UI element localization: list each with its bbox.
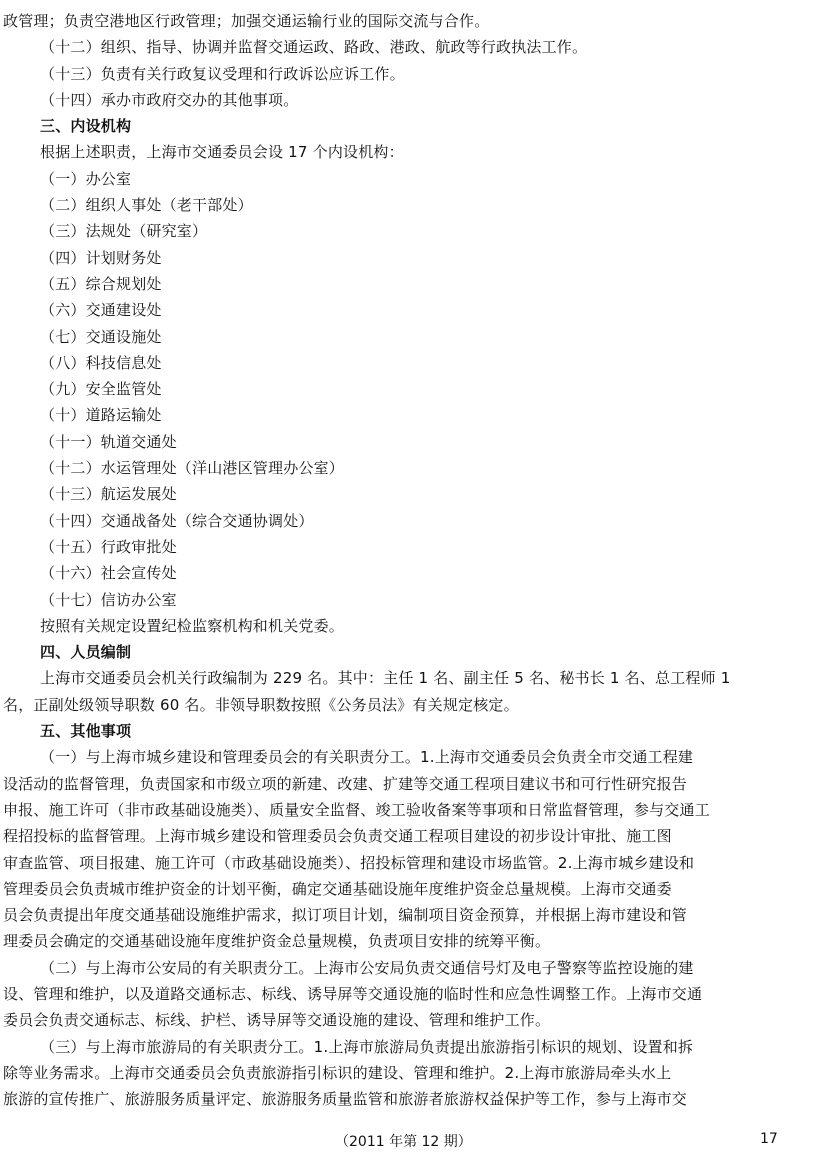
list-item: （十六）社会宣传处	[40, 564, 177, 583]
issue-label: （2011 年第 12 期）	[335, 1134, 472, 1150]
text-line: 理委员会确定的交通基础设施年度维护资金总量规模，负责项目安排的统筹平衡。	[3, 932, 551, 951]
page-footer	[0, 1131, 827, 1155]
text-line: 管理委员会负责城市维护资金的计划平衡，确定交通基础设施年度维护资金总量规模。上海市交通委	[3, 879, 672, 898]
text-line: 上海市交通委员会机关行政编制为 229 名。其中：主任 1 名、副主任 5 名、秘书长 1 名、总工程师 1	[40, 669, 731, 688]
text-line: 员会负责提出年度交通基础设施维护需求，拟订项目计划，编制项目资金预算，并根据上海市建设和管	[3, 906, 688, 925]
list-item: （十七）信访办公室	[40, 590, 177, 609]
list-item: （九）安全监管处	[40, 380, 162, 399]
list-item: （十一）轨道交通处	[40, 432, 177, 451]
list-item: （四）计划财务处	[40, 248, 162, 267]
text-line: 设活动的监督管理，负责国家和市级立项的新建、改建、扩建等交通工程项目建议书和可行性研究报告	[3, 774, 688, 793]
text-line: （十三）负责有关行政复议受理和行政诉讼应诉工作。	[40, 64, 405, 83]
page-number: 17	[760, 1131, 778, 1147]
text-line: （十四）承办市政府交办的其他事项。	[40, 90, 299, 109]
text-line: 程招投标的监督管理。上海市城乡建设和管理委员会负责交通工程项目建设的初步设计审批、施工图	[3, 827, 672, 846]
section-heading: 三、内设机构	[40, 117, 132, 136]
text-line: （三）与上海市旅游局的有关职责分工。1.上海市旅游局负责提出旅游指引标识的规划、设置和拆	[40, 1037, 694, 1056]
section-heading: 五、其他事项	[40, 722, 132, 741]
text-line: 政管理；负责空港地区行政管理；加强交通运输行业的国际交流与合作。	[3, 12, 490, 30]
text-line: 旅游的宣传推广、旅游服务质量评定、旅游服务质量监管和旅游者旅游权益保护等工作，参与上海市交	[3, 1090, 688, 1109]
text-line: （十二）组织、指导、协调并监督交通运政、路政、港政、航政等行政执法工作。	[40, 38, 588, 57]
list-item: （十）道路运输处	[40, 406, 162, 425]
text-line: 审查监管、项目报建、施工许可（市政基础设施类）、招投标管理和建设市场监管。2.上海市城乡建设和	[3, 853, 695, 872]
text-line: 委员会负责交通标志、标线、护栏、诱导屏等交通设施的建设、管理和维护工作。	[3, 1011, 551, 1030]
list-item: （八）科技信息处	[40, 353, 162, 372]
list-item: （十四）交通战备处（综合交通协调处）	[40, 511, 314, 530]
document-body	[3, 8, 815, 1112]
list-item: （二）组织人事处（老干部处）	[40, 196, 253, 215]
text-line: 根据上述职责，上海市交通委员会设 17 个内设机构：	[40, 143, 404, 162]
list-item: （十五）行政审批处	[40, 537, 177, 556]
text-line: 除等业务需求。上海市交通委员会负责旅游指引标识的建设、管理和维护。2.上海市旅游局牵头水上	[3, 1063, 672, 1082]
text-line: （一）与上海市城乡建设和管理委员会的有关职责分工。1.上海市交通委员会负责全市交通工程建	[40, 748, 694, 767]
list-item: （五）综合规划处	[40, 274, 162, 293]
text-line: 名，正副处级领导职数 60 名。非领导职数按照《公务员法》有关规定核定。	[3, 695, 519, 714]
text-line: 设、管理和维护，以及道路交通标志、标线、诱导屏等交通设施的临时性和应急性调整工作。上海市交通	[3, 984, 703, 1003]
text-line: （二）与上海市公安局的有关职责分工。上海市公安局负责交通信号灯及电子警察等监控设施的建	[40, 958, 694, 977]
list-item: （三）法规处（研究室）	[40, 222, 208, 241]
list-item: （一）办公室	[40, 169, 132, 188]
list-item: （六）交通建设处	[40, 301, 162, 320]
list-item: （十二）水运管理处（洋山港区管理办公室）	[40, 459, 345, 478]
text-line: 申报、施工许可（非市政基础设施类）、质量安全监督、竣工验收备案等事项和日常监督管理，参与交通工	[3, 800, 710, 819]
text-line: 按照有关规定设置纪检监察机构和机关党委。	[40, 616, 345, 635]
list-item: （七）交通设施处	[40, 327, 162, 346]
list-item: （十三）航运发展处	[40, 485, 177, 504]
section-heading: 四、人员编制	[40, 643, 132, 662]
